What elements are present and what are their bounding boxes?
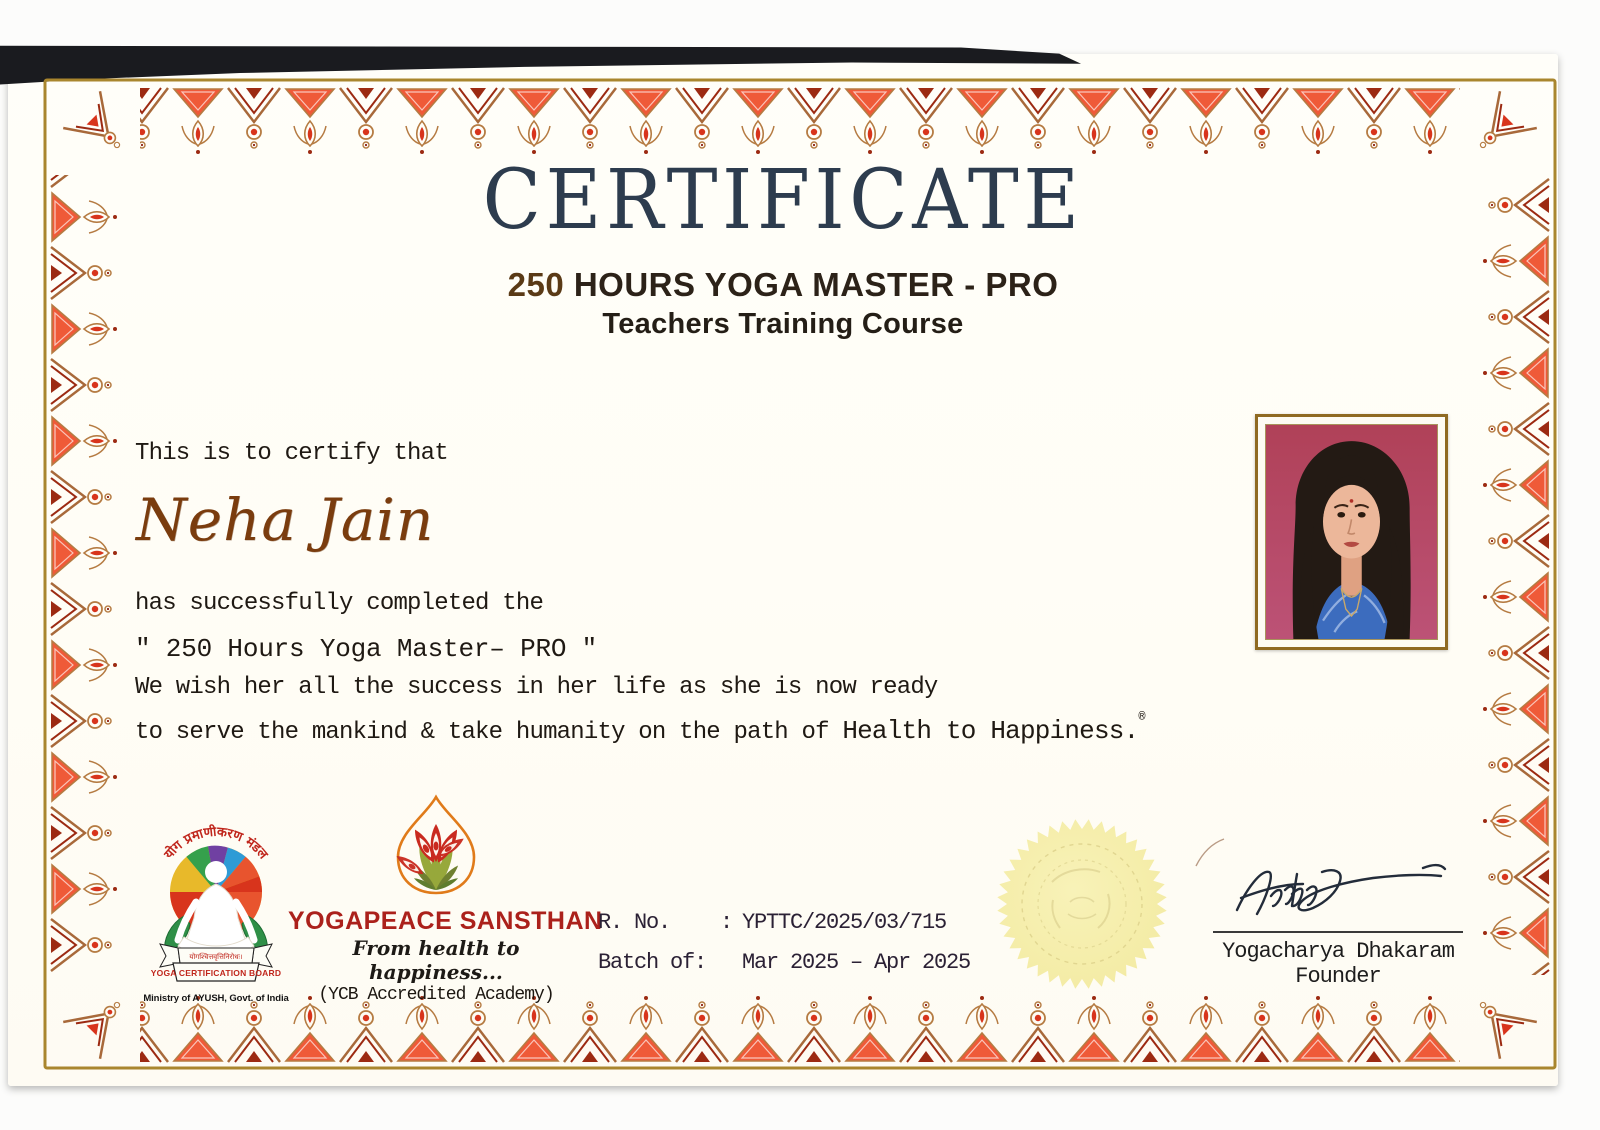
- certify-line: This is to certify that: [135, 440, 448, 467]
- certificate-title: CERTIFICATE: [482, 153, 1084, 248]
- registration-details: [598, 903, 970, 983]
- course-subtitle: 250 HOURS YOGA MASTER - PRO: [507, 266, 1059, 303]
- ycb-logo-block: [118, 800, 314, 1004]
- academy-name: YOGAPEACE SANSTHAN: [288, 907, 603, 935]
- academy-accreditation: (YCB Accredited Academy): [318, 985, 554, 1005]
- signatory-name: Yogacharya Dhakaram: [1222, 939, 1454, 964]
- recipient-photo-frame: [1255, 414, 1448, 650]
- wish-line: We wish her all the success in her life as she is now ready: [135, 674, 938, 701]
- course-name-line: " 250 Hours Yoga Master– PRO ": [135, 634, 598, 664]
- batch-row: [598, 943, 970, 983]
- founder-signature-icon: [1225, 842, 1465, 926]
- course-hours: 250: [507, 266, 565, 303]
- r-no-value: YPTTC/2025/03/715: [742, 910, 947, 935]
- serve-line: to serve the mankind & take humanity on the path of Health to Happiness.®: [135, 710, 1145, 746]
- gold-starburst-seal-icon: [996, 818, 1168, 990]
- batch-label: Batch of:: [598, 950, 707, 975]
- ycb-ministry-label: Ministry of AYUSH, Govt. of India: [143, 993, 289, 1004]
- serve-line-emphasis: Health to Happiness.: [842, 716, 1139, 746]
- r-no-separator: :: [720, 910, 733, 935]
- ycb-arc-text: योग प्रमाणीकरण मंडल: [161, 824, 271, 863]
- ycb-banner-shloka: योगश्चित्तवृत्तिनिरोधः।: [189, 953, 243, 961]
- ycb-board-name: YOGA CERTIFICATION BOARD: [150, 968, 282, 978]
- course-type: Teachers Training Course: [602, 308, 964, 340]
- registered-mark: ®: [1138, 710, 1145, 724]
- recipient-name: Neha Jain: [136, 486, 435, 554]
- registration-number-row: [598, 903, 970, 943]
- academy-logo-block: [288, 794, 603, 1005]
- signature-line: [1213, 931, 1463, 933]
- recipient-photo: [1266, 425, 1437, 639]
- yoga-certification-board-icon: [118, 800, 314, 986]
- signatory-title: Founder: [1295, 964, 1381, 989]
- lotus-flame-droplet-icon: [361, 794, 511, 898]
- r-no-label: R. No.: [598, 910, 671, 935]
- completed-line: has successfully completed the: [135, 590, 544, 617]
- signature-block: [1198, 842, 1478, 989]
- batch-value: Mar 2025 – Apr 2025: [742, 950, 971, 975]
- academy-tagline: From health to happiness...: [352, 936, 520, 984]
